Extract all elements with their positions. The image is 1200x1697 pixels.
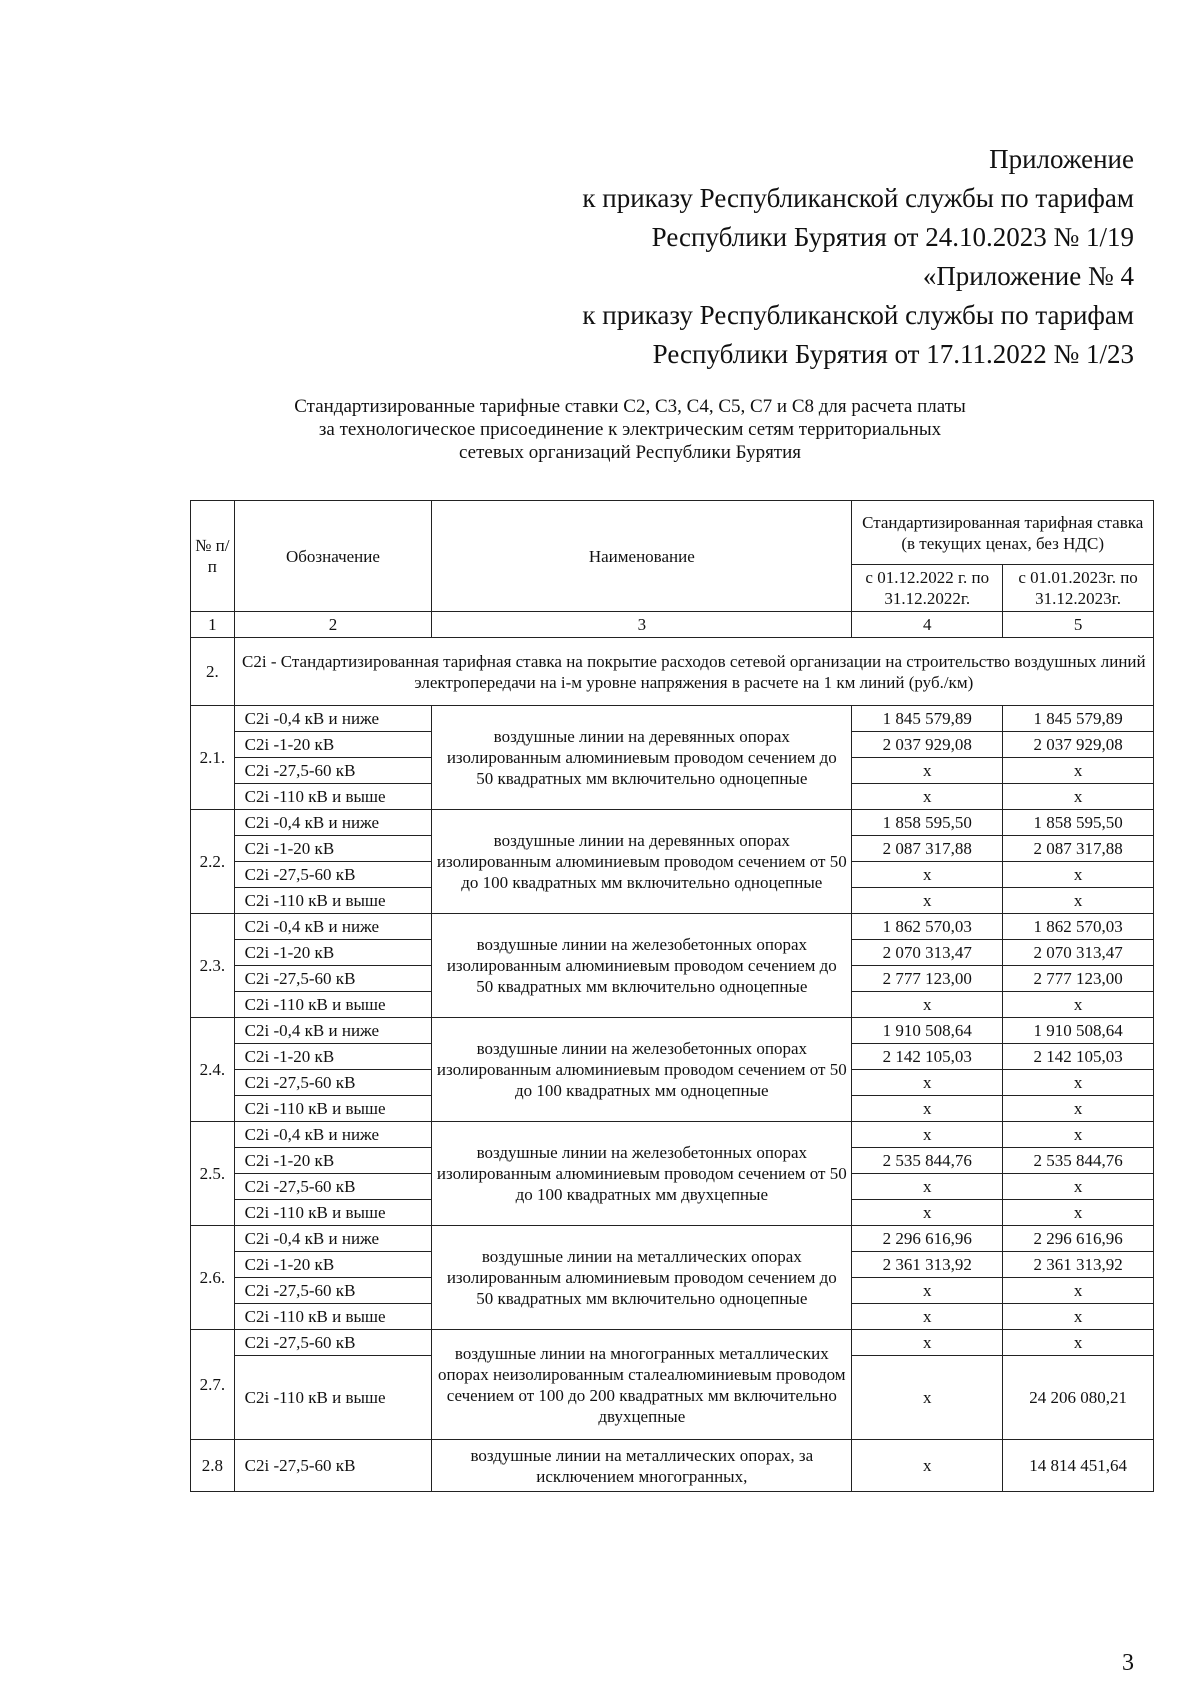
header-period-2: с 01.01.2023г. по 31.12.2023г. bbox=[1003, 565, 1154, 612]
designation-cell: C2i -0,4 кВ и ниже bbox=[234, 1226, 432, 1252]
rate-2023-cell: 24 206 080,21 bbox=[1003, 1356, 1154, 1440]
designation-cell: C2i -110 кВ и выше bbox=[234, 1304, 432, 1330]
header-name: Наименование bbox=[432, 501, 852, 612]
header-line: Приложение bbox=[989, 144, 1134, 174]
rate-2022-cell: 2 037 929,08 bbox=[852, 732, 1003, 758]
rate-2022-cell: x bbox=[852, 784, 1003, 810]
rate-2022-cell: x bbox=[852, 992, 1003, 1018]
rate-2023-cell: 2 142 105,03 bbox=[1003, 1044, 1154, 1070]
rate-2022-cell: x bbox=[852, 1440, 1003, 1492]
rate-2022-cell: 1 858 595,50 bbox=[852, 810, 1003, 836]
rate-2022-cell: 2 296 616,96 bbox=[852, 1226, 1003, 1252]
section-num: 2. bbox=[191, 638, 235, 706]
designation-cell: C2i -0,4 кВ и ниже bbox=[234, 810, 432, 836]
group-num: 2.5. bbox=[191, 1122, 235, 1226]
rate-2023-cell: x bbox=[1003, 1200, 1154, 1226]
table-body bbox=[191, 638, 1154, 1492]
designation-cell: C2i -27,5-60 кВ bbox=[234, 966, 432, 992]
rate-2023-cell: 1 845 579,89 bbox=[1003, 706, 1154, 732]
table-row bbox=[191, 1440, 1154, 1492]
rate-2023-cell: 2 361 313,92 bbox=[1003, 1252, 1154, 1278]
rate-2023-cell: x bbox=[1003, 1096, 1154, 1122]
designation-cell: C2i -110 кВ и выше bbox=[234, 784, 432, 810]
designation-cell: C2i -1-20 кВ bbox=[234, 940, 432, 966]
designation-cell: C2i -0,4 кВ и ниже bbox=[234, 706, 432, 732]
designation-cell: C2i -27,5-60 кВ bbox=[234, 862, 432, 888]
group-name: воздушные линии на деревянных опорах изолированным алюминиевым проводом сечением до 50 квадратных мм включительно одноцепные bbox=[432, 706, 852, 810]
rate-2023-cell: 14 814 451,64 bbox=[1003, 1440, 1154, 1492]
rate-2022-cell: 1 910 508,64 bbox=[852, 1018, 1003, 1044]
header-period-1: с 01.12.2022 г. по 31.12.2022г. bbox=[852, 565, 1003, 612]
rate-2022-cell: x bbox=[852, 1304, 1003, 1330]
rate-2023-cell: 2 087 317,88 bbox=[1003, 836, 1154, 862]
rate-2022-cell: x bbox=[852, 1330, 1003, 1356]
header-rate: Стандартизированная тарифная ставка (в текущих ценах, без НДС) bbox=[852, 501, 1154, 565]
designation-cell: C2i -0,4 кВ и ниже bbox=[234, 1122, 432, 1148]
rate-2022-cell: 2 535 844,76 bbox=[852, 1148, 1003, 1174]
group-num: 2.3. bbox=[191, 914, 235, 1018]
rate-2022-cell: 2 070 313,47 bbox=[852, 940, 1003, 966]
rate-2023-cell: 1 858 595,50 bbox=[1003, 810, 1154, 836]
group-num: 2.4. bbox=[191, 1018, 235, 1122]
rate-2023-cell: 2 037 929,08 bbox=[1003, 732, 1154, 758]
header-designation: Обозначение bbox=[234, 501, 432, 612]
group-name: воздушные линии на многогранных металлических опорах неизолированным сталеалюминиевым проводом сечением от 100 до 200 квадратных мм включительно двухцепные bbox=[432, 1330, 852, 1440]
rate-2022-cell: 2 777 123,00 bbox=[852, 966, 1003, 992]
rate-2023-cell: x bbox=[1003, 1278, 1154, 1304]
rate-2023-cell: 1 910 508,64 bbox=[1003, 1018, 1154, 1044]
table-row bbox=[191, 706, 1154, 732]
rate-2023-cell: x bbox=[1003, 784, 1154, 810]
rate-2022-cell: x bbox=[852, 1278, 1003, 1304]
designation-cell: C2i -110 кВ и выше bbox=[234, 1356, 432, 1440]
designation-cell: C2i -1-20 кВ bbox=[234, 1252, 432, 1278]
table-row bbox=[191, 810, 1154, 836]
header-line: «Приложение № 4 bbox=[922, 261, 1134, 291]
table-row bbox=[191, 1330, 1154, 1356]
table-row bbox=[191, 1226, 1154, 1252]
rate-2023-cell: 1 862 570,03 bbox=[1003, 914, 1154, 940]
rate-2022-cell: x bbox=[852, 1122, 1003, 1148]
rate-2023-cell: 2 296 616,96 bbox=[1003, 1226, 1154, 1252]
designation-cell: C2i -110 кВ и выше bbox=[234, 1200, 432, 1226]
designation-cell: C2i -27,5-60 кВ bbox=[234, 758, 432, 784]
rate-2023-cell: x bbox=[1003, 758, 1154, 784]
col-number: 3 bbox=[432, 612, 852, 638]
group-name: воздушные линии на железобетонных опорах изолированным алюминиевым проводом сечением от 50 до 100 квадратных мм двухцепные bbox=[432, 1122, 852, 1226]
rate-2022-cell: x bbox=[852, 1200, 1003, 1226]
rate-2022-cell: x bbox=[852, 1096, 1003, 1122]
title-line: сетевых организаций Республики Бурятия bbox=[458, 442, 802, 463]
title-line: за технологическое присоединение к электрическим сетям территориальных bbox=[318, 419, 942, 440]
group-num: 2.1. bbox=[191, 706, 235, 810]
rate-2022-cell: x bbox=[852, 1174, 1003, 1200]
rate-2022-cell: 2 361 313,92 bbox=[852, 1252, 1003, 1278]
rate-2023-cell: 2 070 313,47 bbox=[1003, 940, 1154, 966]
designation-cell: C2i -27,5-60 кВ bbox=[234, 1440, 432, 1492]
group-name: воздушные линии на металлических опорах, за исключением многогранных, bbox=[432, 1440, 852, 1492]
group-name: воздушные линии на железобетонных опорах изолированным алюминиевым проводом сечением до 50 квадратных мм включительно одноцепные bbox=[432, 914, 852, 1018]
title-line: Стандартизированные тарифные ставки C2, C3, C4, C5, C7 и C8 для расчета платы bbox=[294, 396, 966, 417]
col-number: 2 bbox=[234, 612, 432, 638]
rate-2022-cell: 2 087 317,88 bbox=[852, 836, 1003, 862]
rate-2022-cell: 2 142 105,03 bbox=[852, 1044, 1003, 1070]
designation-cell: C2i -0,4 кВ и ниже bbox=[234, 1018, 432, 1044]
group-num: 2.8 bbox=[191, 1440, 235, 1492]
group-num: 2.6. bbox=[191, 1226, 235, 1330]
designation-cell: C2i -1-20 кВ bbox=[234, 1044, 432, 1070]
group-num: 2.2. bbox=[191, 810, 235, 914]
rate-2023-cell: x bbox=[1003, 888, 1154, 914]
tariff-table bbox=[190, 500, 1154, 1492]
designation-cell: C2i -1-20 кВ bbox=[234, 1148, 432, 1174]
header-line: к приказу Республиканской службы по тарифам bbox=[582, 300, 1134, 330]
rate-2023-cell: x bbox=[1003, 1122, 1154, 1148]
table-row bbox=[191, 1018, 1154, 1044]
rate-2022-cell: 1 862 570,03 bbox=[852, 914, 1003, 940]
rate-2022-cell: x bbox=[852, 862, 1003, 888]
group-name: воздушные линии на металлических опорах изолированным алюминиевым проводом сечением до 50 квадратных мм включительно одноцепные bbox=[432, 1226, 852, 1330]
designation-cell: C2i -110 кВ и выше bbox=[234, 888, 432, 914]
rate-2023-cell: x bbox=[1003, 1070, 1154, 1096]
rate-2022-cell: x bbox=[852, 758, 1003, 784]
section-text: C2i - Стандартизированная тарифная ставка на покрытие расходов сетевой организации на строительство воздушных линий электропередачи на i-м уровне напряжения в расчете на 1 км линий (руб./км) bbox=[234, 638, 1153, 706]
col-number: 4 bbox=[852, 612, 1003, 638]
header-line: Республики Бурятия от 17.11.2022 № 1/23 bbox=[652, 339, 1134, 369]
section-row bbox=[191, 638, 1154, 706]
rate-2023-cell: x bbox=[1003, 862, 1154, 888]
group-num: 2.7. bbox=[191, 1330, 235, 1440]
rate-2022-cell: x bbox=[852, 1356, 1003, 1440]
header-line: к приказу Республиканской службы по тарифам bbox=[582, 183, 1134, 213]
designation-cell: C2i -110 кВ и выше bbox=[234, 1096, 432, 1122]
rate-2022-cell: 1 845 579,89 bbox=[852, 706, 1003, 732]
designation-cell: C2i -110 кВ и выше bbox=[234, 992, 432, 1018]
designation-cell: C2i -1-20 кВ bbox=[234, 732, 432, 758]
table-row bbox=[191, 1122, 1154, 1148]
rate-2023-cell: x bbox=[1003, 992, 1154, 1018]
rate-2023-cell: x bbox=[1003, 1304, 1154, 1330]
col-number: 1 bbox=[191, 612, 235, 638]
rate-2022-cell: x bbox=[852, 888, 1003, 914]
designation-cell: C2i -27,5-60 кВ bbox=[234, 1330, 432, 1356]
col-number: 5 bbox=[1003, 612, 1154, 638]
group-name: воздушные линии на деревянных опорах изолированным алюминиевым проводом сечением от 50 до 100 квадратных мм включительно одноцепные bbox=[432, 810, 852, 914]
document-title bbox=[190, 395, 1070, 464]
group-name: воздушные линии на железобетонных опорах изолированным алюминиевым проводом сечением от 50 до 100 квадратных мм одноцепные bbox=[432, 1018, 852, 1122]
designation-cell: C2i -1-20 кВ bbox=[234, 836, 432, 862]
designation-cell: C2i -27,5-60 кВ bbox=[234, 1070, 432, 1096]
page-number: 3 bbox=[1122, 1650, 1134, 1676]
table-row bbox=[191, 914, 1154, 940]
rate-2023-cell: x bbox=[1003, 1330, 1154, 1356]
rate-2023-cell: 2 777 123,00 bbox=[1003, 966, 1154, 992]
header-num: № п/п bbox=[191, 501, 235, 612]
rate-2023-cell: 2 535 844,76 bbox=[1003, 1148, 1154, 1174]
header-line: Республики Бурятия от 24.10.2023 № 1/19 bbox=[651, 222, 1134, 252]
rate-2022-cell: x bbox=[852, 1070, 1003, 1096]
designation-cell: C2i -27,5-60 кВ bbox=[234, 1174, 432, 1200]
designation-cell: C2i -0,4 кВ и ниже bbox=[234, 914, 432, 940]
rate-2023-cell: x bbox=[1003, 1174, 1154, 1200]
document-header bbox=[582, 140, 1134, 374]
designation-cell: C2i -27,5-60 кВ bbox=[234, 1278, 432, 1304]
